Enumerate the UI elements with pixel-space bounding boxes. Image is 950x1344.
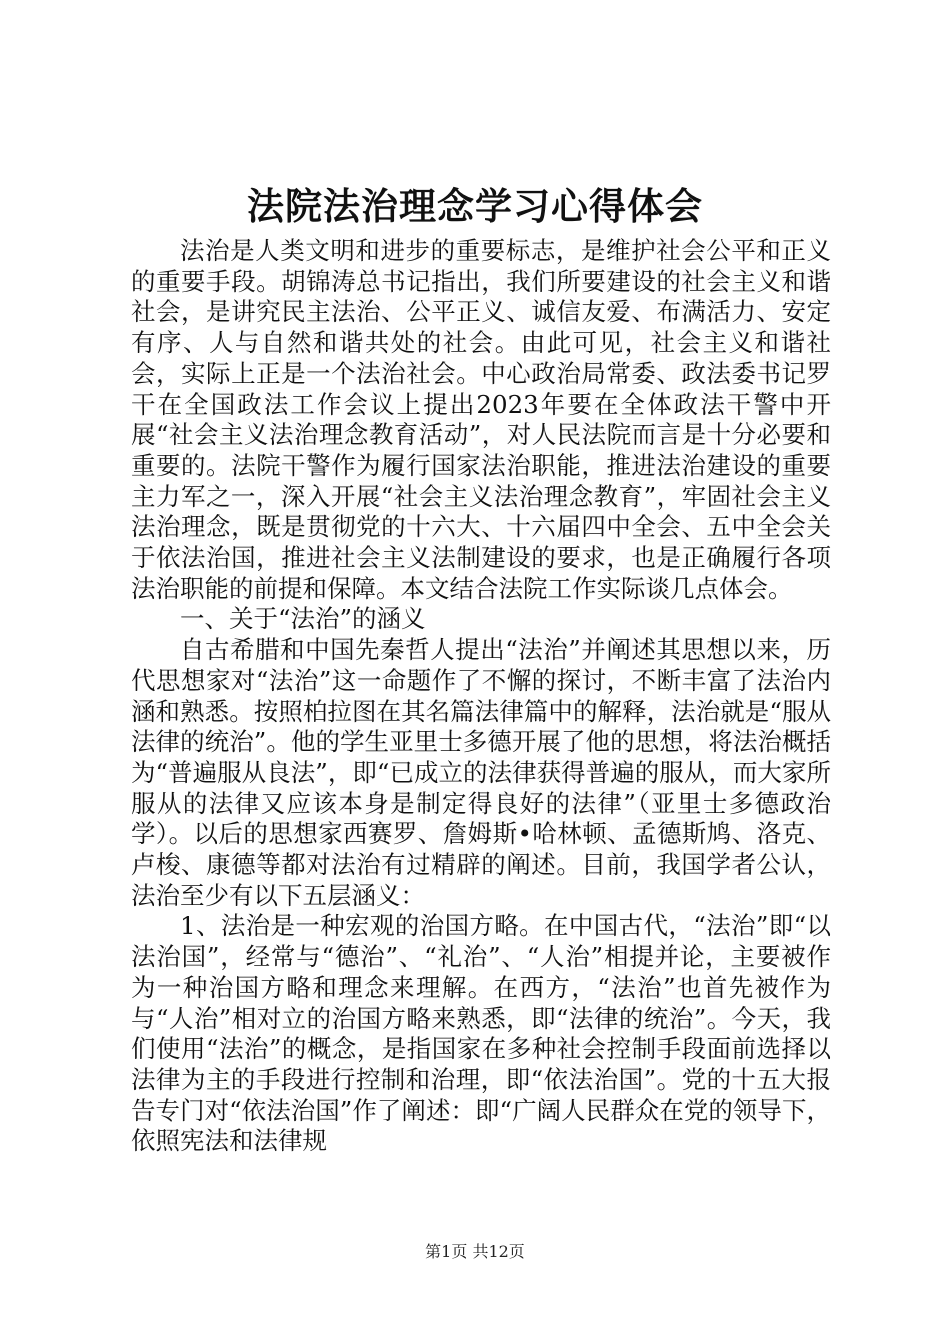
document-body (131, 236, 831, 1157)
section-heading: 一、关于“法治”的涵义 (180, 604, 426, 634)
document-title: 法院法治理念学习心得体会 (247, 184, 703, 228)
paragraph-intro: 法治是人类文明和进步的重要标志，是维护社会公平和正义的重要手段。胡锦涛总书记指出，我们所要建设的社会主义和谐社会，是讲究民主法治、公平正义、诚信友爱、布满活力、安定有序、人与自然和谐共处的社会。由此可见，社会主义和谐社会，实际上正是一个法治社会。中心政治局常委、政法委书记罗干在全国政法工作会议上提出2023年要在全体政法干警中开展“社会主义法治理念教育活动”，对人民法院而言是十分必要和重要的。法院干警作为履行国家法治职能，推进法治建设的重要主力军之一，深入开展“社会主义法治理念教育”，牢固社会主义法治理念，既是贯彻党的十六大、十六届四中全会、五中全会关于依法治国，推进社会主义法制建设的要求，也是正确履行各项法治职能的前提和保障。本文结合法院工作实际谈几点体会。 (131, 236, 831, 603)
page-number-footer: 第1页 共12页 (425, 1242, 525, 1261)
paragraph-history: 自古希腊和中国先秦哲人提出“法治”并阐述其思想以来，历代思想家对“法治”这一命题作了不懈的探讨，不断丰富了法治内涵和熟悉。按照柏拉图在其名篇法律篇中的解释，法治就是“服从法律的统治”。他的学生亚里士多德开展了他的思想，将法治概括为“普遍服从良法”，即“已成立的法律获得普遍的服从，而大家所服从的法律又应该本身是制定得良好的法律”（亚里士多德政治学）。以后的思想家西赛罗、詹姆斯•哈林顿、孟德斯鸠、洛克、卢梭、康德等都对法治有过精辟的阐述。目前，我国学者公认，法治至少有以下五层涵义： (131, 635, 831, 910)
paragraph-point-1: 1、法治是一种宏观的治国方略。在中国古代，“法治”即“以法治国”，经常与“德治”、“礼治”、“人治”相提并论，主要被作为一种治国方略和理念来理解。在西方，“法治”也首先被作为与“人治”相对立的治国方略来熟悉，即“法律的统治”。今天，我们使用“法治”的概念，是指国家在多种社会控制手段面前选择以法律为主的手段进行控制和治理，即“依法治国”。党的十五大报告专门对“依法治国”作了阐述：即“广阔人民群众在党的领导下，依照宪法和法律规 (131, 911, 831, 1156)
